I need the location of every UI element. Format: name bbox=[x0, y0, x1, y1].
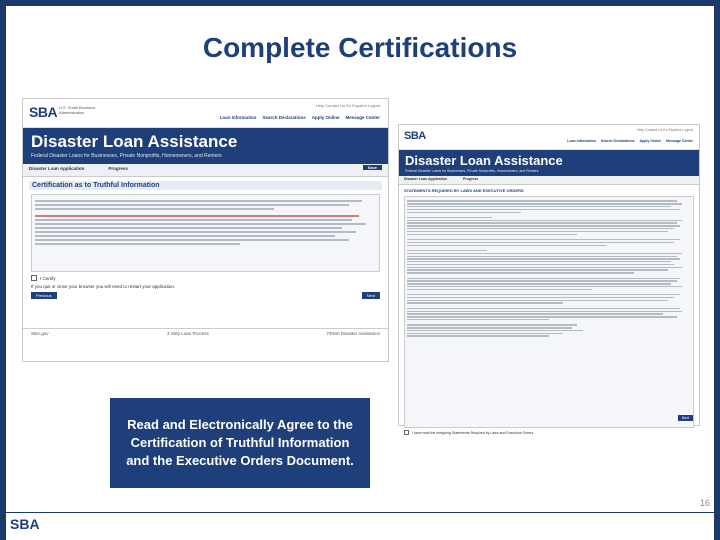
certification-text-box bbox=[31, 194, 380, 272]
top-accent-bar bbox=[6, 0, 714, 6]
banner-subtitle: Federal Disaster Loans for Businesses, Private Nonprofits, Homeowners, and Renters bbox=[405, 169, 539, 173]
agency-line-2: Administration bbox=[59, 110, 85, 115]
site-banner bbox=[399, 150, 699, 176]
nav-apply-online[interactable]: Apply Online bbox=[311, 115, 340, 120]
page-number: 16 bbox=[699, 498, 710, 508]
footer-link-process[interactable]: 3 Step Loan Process bbox=[166, 331, 209, 336]
application-tabs bbox=[23, 164, 388, 177]
utility-links[interactable]: Help Contact Us En Español Logout bbox=[315, 103, 380, 108]
footer-link-fema[interactable]: FEMA Disaster Assistance bbox=[327, 331, 380, 336]
tab-disaster-loan-application[interactable]: Disaster Loan Application bbox=[404, 177, 448, 181]
main-nav bbox=[567, 139, 693, 143]
site-banner bbox=[23, 128, 388, 164]
next-button[interactable]: Next bbox=[678, 415, 693, 421]
sba-logo[interactable]: SBA bbox=[29, 104, 58, 120]
nav-message-center[interactable]: Message Center bbox=[666, 139, 693, 143]
nav-loan-information[interactable]: Loan Information bbox=[567, 139, 596, 143]
left-accent-bar bbox=[0, 0, 6, 540]
statements-screenshot bbox=[398, 124, 700, 435]
site-header bbox=[399, 125, 699, 150]
nav-search-declarations[interactable]: Search Declarations bbox=[262, 115, 306, 120]
utility-links[interactable]: Help Contact Us En Español Logout bbox=[636, 128, 693, 132]
save-button[interactable]: Save bbox=[363, 165, 382, 170]
site-header bbox=[23, 99, 388, 128]
footer-link-sba[interactable]: SBA.gov bbox=[31, 331, 49, 336]
agency-line-1: U.S. Small Business bbox=[59, 105, 96, 110]
statements-checkbox-row[interactable] bbox=[404, 430, 694, 435]
nav-apply-online[interactable]: Apply Online bbox=[639, 139, 662, 143]
tab-progress[interactable]: Progress bbox=[463, 177, 479, 181]
certify-checkbox[interactable] bbox=[31, 275, 37, 281]
caption-box: Read and Electronically Agree to the Certification of Truthful Information and the Executive Orders Document. bbox=[110, 398, 370, 488]
restart-note: If you quit or close your browser you will need to restart your application. bbox=[31, 284, 176, 289]
tab-disaster-loan-application[interactable]: Disaster Loan Application bbox=[29, 166, 85, 171]
statements-checkbox[interactable] bbox=[404, 430, 409, 435]
nav-loan-information[interactable]: Loan Information bbox=[219, 115, 257, 120]
button-row bbox=[31, 292, 380, 302]
sba-logo[interactable]: SBA bbox=[404, 130, 426, 142]
section-title: Certification as to Truthful Information bbox=[29, 181, 382, 190]
application-tabs bbox=[399, 176, 699, 185]
certify-checkbox-label: I Certify bbox=[40, 275, 56, 281]
main-nav bbox=[220, 115, 380, 120]
statements-text-box bbox=[404, 196, 694, 428]
site-footer bbox=[23, 328, 388, 343]
section-title: STATEMENTS REQUIRED BY LAWS AND EXECUTIVE ORDERS bbox=[404, 188, 524, 193]
banner-title: Disaster Loan Assistance bbox=[405, 153, 563, 168]
banner-subtitle: Federal Disaster Loans for Businesses, Private Nonprofits, Homeowners, and Renters bbox=[31, 153, 222, 159]
statements-checkbox-label: I have read the foregoing Statements Required by Laws and Executive Orders bbox=[412, 430, 534, 435]
slide-title: Complete Certifications bbox=[202, 32, 518, 63]
nav-search-declarations[interactable]: Search Declarations bbox=[600, 139, 635, 143]
previous-button[interactable]: Previous bbox=[31, 292, 57, 299]
next-button[interactable]: Next bbox=[362, 292, 380, 299]
footer-sba-logo: SBA bbox=[10, 516, 40, 532]
right-accent-bar bbox=[714, 0, 720, 540]
agency-name bbox=[59, 105, 95, 115]
certify-checkbox-row[interactable] bbox=[31, 275, 380, 281]
bottom-divider bbox=[6, 512, 714, 513]
certification-screenshot bbox=[22, 98, 389, 362]
tab-progress[interactable]: Progress bbox=[108, 166, 128, 171]
nav-message-center[interactable]: Message Center bbox=[345, 115, 380, 120]
banner-title: Disaster Loan Assistance bbox=[31, 132, 238, 151]
